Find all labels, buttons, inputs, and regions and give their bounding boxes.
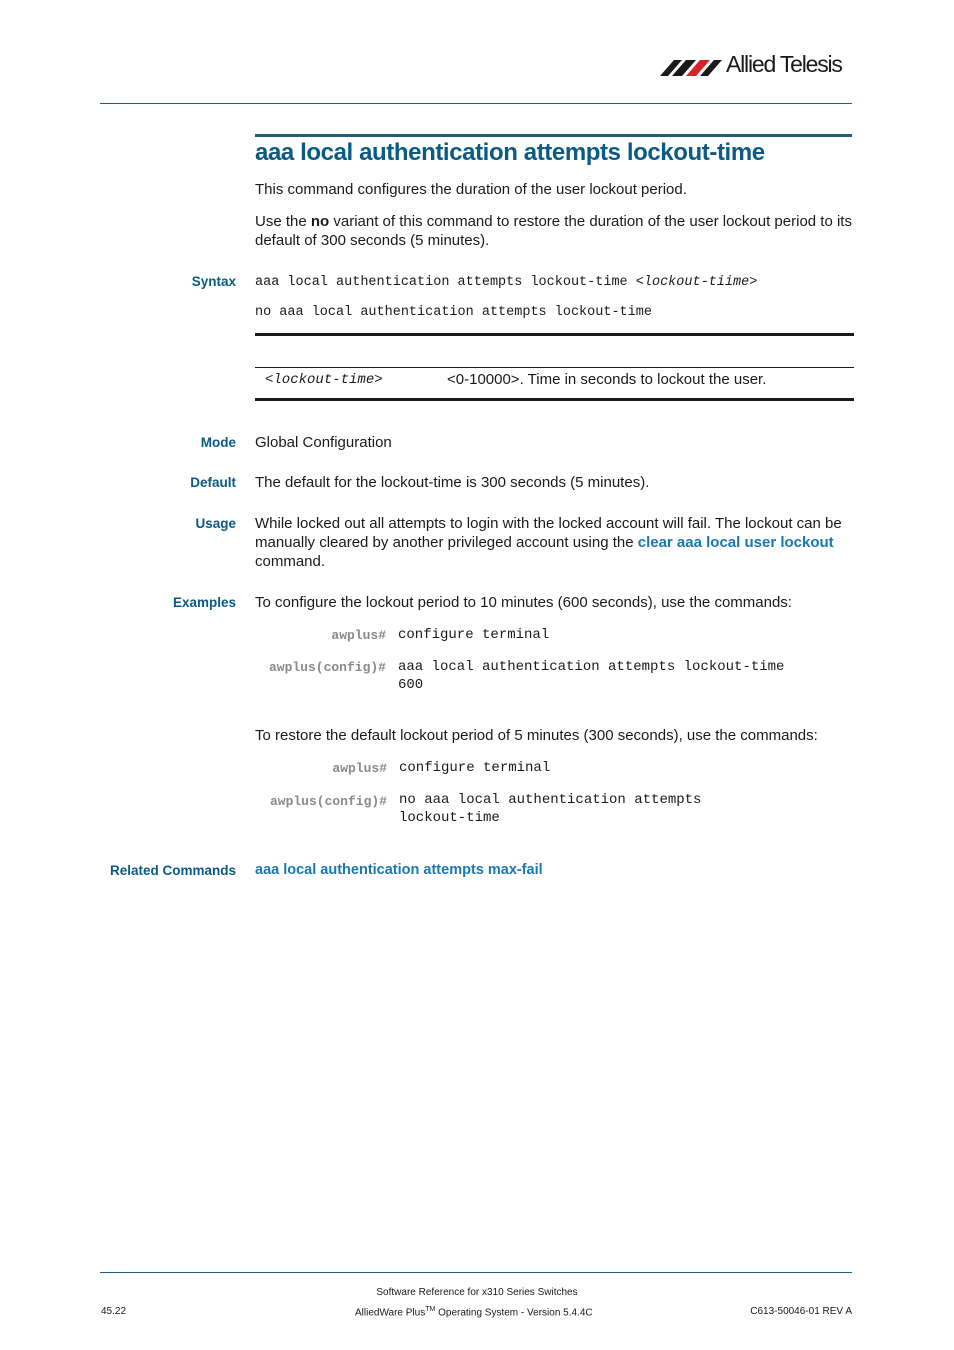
allied-telesis-logo [660, 50, 855, 80]
param-text: lockout-time [273, 372, 375, 388]
footer-trademark: TM [425, 1306, 436, 1313]
intro-no-keyword: no [310, 213, 330, 230]
title-rule [255, 134, 852, 137]
logo-mark-icon [660, 54, 726, 80]
mode-text: Global Configuration [255, 434, 392, 451]
syntax-cmd: aaa local authentication attempts lockout-time < [255, 275, 644, 290]
example-2-prompt-2: awplus(config)# [269, 794, 387, 809]
footer-os-version-text: Operating System - Version 5.4.4C [435, 1307, 593, 1319]
default-text: The default for the lockout-time is 300 seconds (5 minutes). [255, 474, 650, 491]
header-rule [100, 103, 852, 104]
syntax-line-2: no aaa local authentication attempts lockout-time [255, 305, 652, 320]
example-2-command-2-cont: lockout-time [399, 810, 500, 826]
footer-os-name: AlliedWare Plus [355, 1307, 426, 1319]
syntax-param: lockout-tiime [643, 275, 750, 290]
syntax-close: > [749, 275, 758, 290]
usage-text [255, 514, 853, 571]
footer-page-number: 45.22 [101, 1306, 127, 1317]
example-2-prompt-1: awplus# [332, 761, 387, 776]
example-1-command-2: aaa local authentication attempts lockout-time [398, 659, 785, 675]
usage-label: Usage [195, 516, 236, 531]
syntax-line-1 [255, 275, 757, 290]
example-2-command-2: no aaa local authentication attempts [399, 792, 702, 808]
footer-os-version [355, 1306, 593, 1318]
intro-paragraph-1: This command configures the duration of the user lockout period. [255, 181, 687, 198]
examples-label: Examples [172, 595, 236, 610]
example-1-command-2-cont: 600 [398, 677, 424, 693]
footer-document-id: C613-50046-01 REV A [750, 1306, 852, 1317]
usage-text-start: While locked out all attempts to login with the locked account will fail. The lockout can be manually cleared by another privileged account using the [255, 515, 842, 551]
example-1-prompt-2: awplus(config)# [268, 660, 386, 675]
param-table-bottom-rule [255, 398, 854, 401]
examples-intro-2: To restore the default lockout period of 5 minutes (300 seconds), use the commands: [255, 727, 818, 744]
param-table-header-rule [255, 367, 854, 368]
usage-text-end: command. [255, 553, 326, 570]
syntax-label: Syntax [191, 274, 236, 289]
param-name [265, 372, 383, 388]
example-1-prompt-1: awplus# [331, 628, 386, 643]
mode-label: Mode [200, 435, 236, 450]
default-label: Default [190, 475, 236, 490]
intro-text: Use the [255, 213, 311, 230]
logo-text: Allied Telesis [726, 51, 842, 77]
examples-intro-1: To configure the lockout period to 10 minutes (600 seconds), use the commands: [255, 594, 792, 611]
clear-lockout-link[interactable]: clear aaa local user lockout [637, 534, 834, 551]
related-commands-label: Related Commands [109, 863, 236, 878]
intro-text-rest: variant of this command to restore the duration of the user lockout period to its default of 300 seconds (5 minutes). [255, 213, 852, 249]
param-table-top-rule [255, 333, 854, 336]
intro-paragraph-2 [255, 212, 855, 250]
param-description: <0-10000>. Time in seconds to lockout the user. [447, 371, 767, 388]
footer-rule [100, 1272, 852, 1273]
example-2-command-1: configure terminal [399, 760, 551, 776]
page-title: aaa local authentication attempts lockout-time [255, 139, 765, 166]
related-command-link[interactable]: aaa local authentication attempts max-fail [255, 862, 543, 878]
example-1-command-1: configure terminal [398, 627, 550, 643]
footer-title: Software Reference for x310 Series Switches [376, 1287, 578, 1298]
param-close: > [374, 372, 383, 388]
param-open: < [265, 372, 274, 388]
